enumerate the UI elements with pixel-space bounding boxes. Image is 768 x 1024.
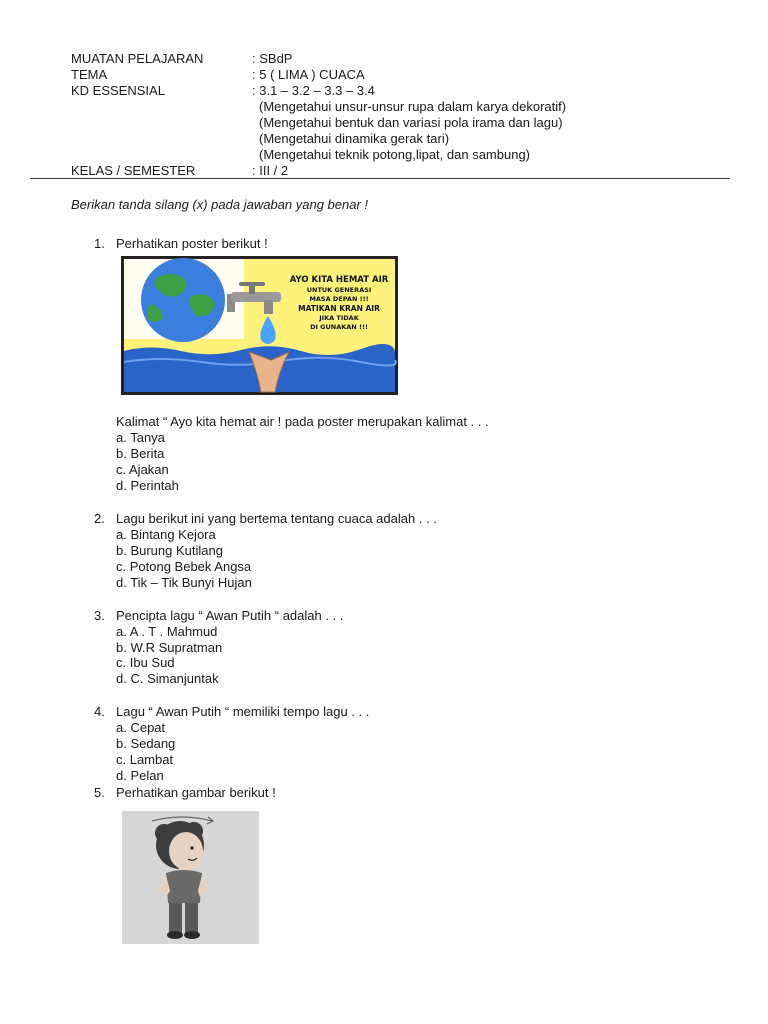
header-divider <box>30 178 730 179</box>
question-number: 3. <box>94 608 105 623</box>
right-shoe <box>184 931 200 939</box>
poster-line: DI GUNAKAN !!! <box>310 323 368 331</box>
question-text: Lagu “ Awan Putih “ memiliki tempo lagu . . . <box>116 704 370 719</box>
poster-line: JIKA TIDAK <box>319 314 359 322</box>
kd-item: (Mengetahui teknik potong,lipat, dan sambung) <box>259 147 531 162</box>
kd-item: (Mengetahui bentuk dan variasi pola irama dan lagu) <box>259 115 563 130</box>
kd-item: (Mengetahui unsur-unsur rupa dalam karya dekoratif) <box>259 99 567 114</box>
answer-option[interactable]: d. Pelan <box>116 768 164 783</box>
answer-option[interactable]: d. C. Simanjuntak <box>116 671 219 686</box>
header-value: : 5 ( LIMA ) CUACA <box>252 67 365 82</box>
faucet-pipe <box>231 292 281 302</box>
face <box>169 832 203 870</box>
question-1-statement: Kalimat “ Ayo kita hemat air ! pada poster merupakan kalimat . . . <box>116 414 489 429</box>
question-number: 1. <box>94 236 105 251</box>
question-number: 4. <box>94 704 105 719</box>
answer-option[interactable]: d. Perintah <box>116 478 179 493</box>
question-text: Perhatikan poster berikut ! <box>116 236 268 251</box>
header-label: KD ESSENSIAL <box>71 83 165 98</box>
kd-item: (Mengetahui dinamika gerak tari) <box>259 131 450 146</box>
question-4 <box>94 704 369 720</box>
header-value: : 3.1 – 3.2 – 3.3 – 3.4 <box>252 83 375 98</box>
instruction-text: Berikan tanda silang (x) pada jawaban yang benar ! <box>71 197 369 212</box>
right-leg <box>185 903 198 933</box>
header-value: : III / 2 <box>252 163 289 178</box>
answer-option[interactable]: a. Tanya <box>116 430 165 445</box>
faucet-handle <box>239 282 265 286</box>
poster-line: AYO KITA HEMAT AIR <box>289 275 389 285</box>
answer-option[interactable]: c. Ajakan <box>116 462 169 477</box>
header-label: KELAS / SEMESTER <box>71 163 196 178</box>
hair-curl <box>155 824 173 842</box>
answer-option[interactable]: a. Cepat <box>116 720 166 735</box>
shirt <box>166 870 202 903</box>
question-5 <box>94 785 276 801</box>
left-leg <box>169 903 182 933</box>
question-number: 2. <box>94 511 105 526</box>
question-number: 5. <box>94 785 105 800</box>
eye <box>190 846 193 849</box>
poster-line: MASA DEPAN !!! <box>309 295 369 303</box>
poster-line: UNTUK GENERASI <box>306 286 372 294</box>
question-text: Lagu berikut ini yang bertema tentang cuaca adalah . . . <box>116 511 437 526</box>
question-3 <box>94 608 343 624</box>
question-text: Perhatikan gambar berikut ! <box>116 785 276 800</box>
question-text: Pencipta lagu “ Awan Putih “ adalah . . . <box>116 608 344 623</box>
answer-option[interactable]: a. A . T . Mahmud <box>116 624 218 639</box>
header-label: TEMA <box>71 67 108 82</box>
answer-option[interactable]: c. Ibu Sud <box>116 655 175 670</box>
answer-option[interactable]: d. Tik – Tik Bunyi Hujan <box>116 575 252 590</box>
answer-option[interactable]: c. Lambat <box>116 752 174 767</box>
answer-option[interactable]: b. Berita <box>116 446 165 461</box>
header-label: MUATAN PELAJARAN <box>71 51 204 66</box>
question-1 <box>94 236 268 252</box>
answer-option[interactable]: a. Bintang Kejora <box>116 527 216 542</box>
answer-option[interactable]: b. Sedang <box>116 736 176 751</box>
question-2 <box>94 511 437 527</box>
left-shoe <box>167 931 183 939</box>
answer-option[interactable]: b. W.R Supratman <box>116 640 223 655</box>
faucet-spout <box>264 300 273 314</box>
answer-option[interactable]: c. Potong Bebek Angsa <box>116 559 252 574</box>
header-value: : SBdP <box>252 51 293 66</box>
answer-option[interactable]: b. Burung Kutilang <box>116 543 223 558</box>
child-head-movement-illustration <box>122 811 259 944</box>
poster-line: MATIKAN KRAN AIR <box>298 304 380 313</box>
water-saving-poster <box>121 256 398 395</box>
